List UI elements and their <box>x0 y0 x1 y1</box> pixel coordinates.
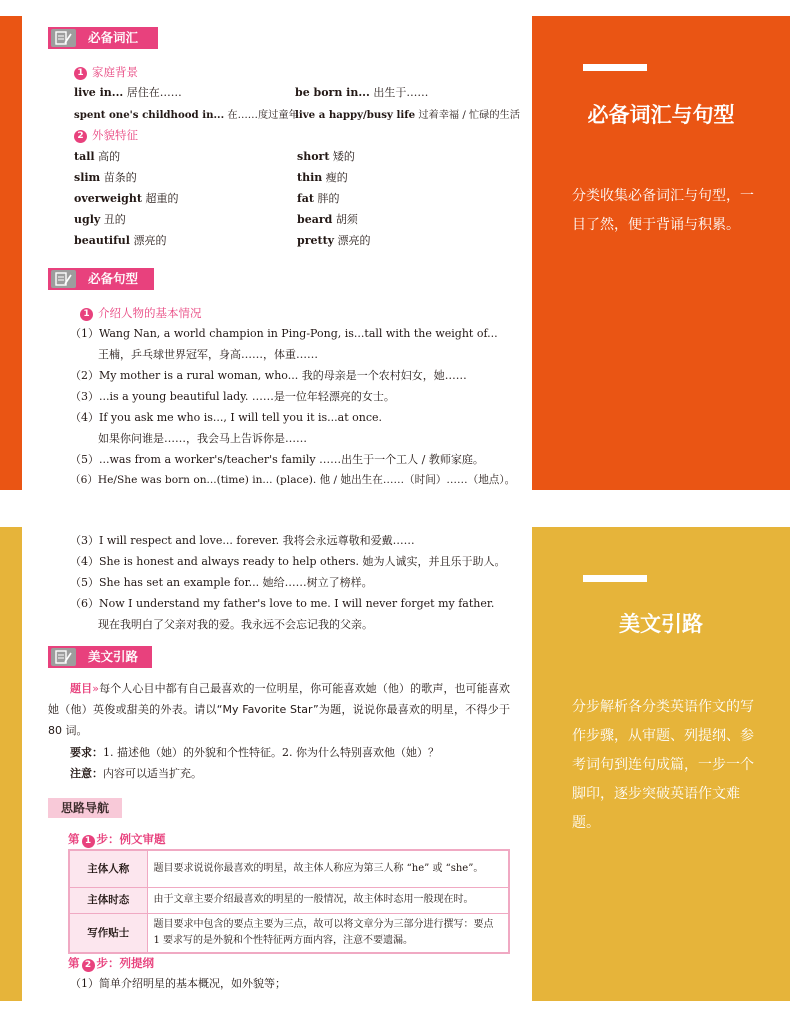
sentence-line: （5）...was from a worker's/teacher's family ……出生于一个工人 / 教师家庭。 <box>70 453 484 466</box>
sentence-line: （4）If you ask me who is..., I will tell you it is...at once. <box>70 411 383 424</box>
sentence-line: 现在我明白了父亲对我的爱。我永远不会忘记我的父亲。 <box>98 618 373 631</box>
number-badge: 2 <box>82 959 95 972</box>
number-badge: 1 <box>74 67 87 80</box>
outline-line: （1）简单介绍明星的基本概况，如外貌等； <box>70 977 286 990</box>
vocab-header <box>48 27 158 49</box>
vocab-item: tall 高的 <box>74 150 121 163</box>
table-row <box>69 850 509 887</box>
table-row <box>69 887 509 913</box>
panel-title: 必备词汇与句型 <box>587 103 735 127</box>
review-table <box>68 849 510 954</box>
step-two-title: 第 2 步：列提纲 <box>68 956 154 970</box>
guide-header: 思路导航 <box>48 798 122 818</box>
requirement-line <box>48 742 510 763</box>
vocab-item: thin 瘦的 <box>297 171 348 184</box>
vocab-item: spent one's childhood in... 在……度过童年 <box>74 109 299 121</box>
requirement-text: 1. 描述他（她）的外貌和个性特征。2. 你为什么特别喜欢他（她）？ <box>103 746 439 759</box>
vocab-item: beautiful 漂亮的 <box>74 234 167 247</box>
notebook-pen-icon <box>51 270 76 288</box>
sentence-line: （5）She has set an example for... 她给……树立了榜样。 <box>70 576 373 589</box>
table-value: 题目要求说说你最喜欢的明星，故主体人称应为第三人称 “he” 或 “she”。 <box>147 850 509 887</box>
number-badge: 2 <box>74 130 87 143</box>
sentence-line: 王楠，乒乓球世界冠军，身高……，体重…… <box>98 348 318 361</box>
sub-appearance <box>74 127 138 143</box>
step-one-title: 第 1 步：例文审题 <box>68 832 166 846</box>
sub-family-background <box>74 64 138 80</box>
prompt-text: 每个人心目中都有自己最喜欢的一位明星，你可能喜欢她（他）的歌声，也可能喜欢她（他）英俊或甜美的外表。请以“My Favorite Star”为题，说说你最喜欢的明星，不得少于 80 词。 <box>48 682 510 737</box>
sentence-line: （3）...is a young beautiful lady. ……是一位年轻漂亮的女士。 <box>70 390 395 403</box>
double-arrow-icon: » <box>92 682 99 695</box>
vocab-header-label: 必备词汇 <box>88 30 139 45</box>
essay-header-label: 美文引路 <box>88 649 139 664</box>
sentence-line: （6）He/She was born on...(time) in... (place). 他 / 她出生在……（时间）……（地点）。 <box>70 474 516 486</box>
sentence-line: （4）She is honest and always ready to help others. 她为人诚实，并且乐于助人。 <box>70 555 506 568</box>
notebook-pen-icon <box>51 648 76 666</box>
sentence-line: （1）Wang Nan, a world champion in Ping-Pong, is...tall with the weight of... <box>70 327 498 340</box>
note-label: 注意： <box>70 767 103 780</box>
prompt-label: 题目 <box>70 682 93 695</box>
vocab-item: pretty 漂亮的 <box>297 234 371 247</box>
table-value: 题目要求中包含的要点主要为三点，故可以将文章分为三部分进行撰写：要点 1 要求写的是外貌和个性特征两方面内容，注意不要遗漏。 <box>147 913 509 953</box>
number-badge: 1 <box>82 835 95 848</box>
sentence-header <box>48 268 154 290</box>
vocab-sentence-panel <box>532 16 790 490</box>
table-key: 主体人称 <box>69 850 147 887</box>
notebook-pen-icon <box>51 29 76 47</box>
sentence-line: （3）I will respect and love... forever. 我将会永远尊敬和爱戴…… <box>70 534 415 547</box>
vocab-item: live in... 居住在…… <box>74 86 182 99</box>
vocab-item: live a happy/busy life 过着幸福 / 忙碌的生活 <box>295 109 520 121</box>
prompt-paragraph <box>48 678 510 741</box>
number-badge: 1 <box>80 308 93 321</box>
sub-label: 家庭背景 <box>92 65 138 79</box>
sub-label: 外貌特征 <box>92 128 138 142</box>
panel-bar <box>583 575 647 582</box>
note-text: 内容可以适当扩充。 <box>103 767 202 780</box>
panel-description: 分类收集必备词汇与句型，一目了然，便于背诵与积累。 <box>572 188 754 233</box>
sentence-header-label: 必备句型 <box>88 271 139 286</box>
table-value: 由于文章主要介绍最喜欢的明星的一般情况，故主体时态用一般现在时。 <box>147 887 509 913</box>
sentence-line: （2）My mother is a rural woman, who... 我的母亲是一个农村妇女，她…… <box>70 369 467 382</box>
vocab-item: fat 胖的 <box>297 192 340 205</box>
essay-header <box>48 646 152 668</box>
sentence-line: （6）Now I understand my father's love to me. I will never forget my father. <box>70 597 495 610</box>
requirement-label: 要求： <box>70 746 103 759</box>
panel-title: 美文引路 <box>619 612 703 636</box>
sub-basic-info <box>80 305 202 321</box>
vocab-item: short 矮的 <box>297 150 355 163</box>
sentence-line: 如果你问谁是……，我会马上告诉你是…… <box>98 432 307 445</box>
table-row <box>69 913 509 953</box>
vocab-item: be born in... 出生于…… <box>295 86 429 99</box>
vocab-item: beard 胡须 <box>297 213 358 226</box>
table-key: 主体时态 <box>69 887 147 913</box>
vocab-item: overweight 超重的 <box>74 192 179 205</box>
vocab-item: ugly 丑的 <box>74 213 126 226</box>
table-key: 写作贴士 <box>69 913 147 953</box>
vocab-item: slim 苗条的 <box>74 171 137 184</box>
panel-description: 分步解析各分类英语作文的写作步骤，从审题、列提纲、参考词句到连句成篇，一步一个脚印，逐步突破英语作文难题。 <box>572 699 754 831</box>
sub-label: 介绍人物的基本情况 <box>98 306 202 320</box>
note-line <box>48 763 510 784</box>
essay-guide-panel <box>532 527 790 1001</box>
bottom-left-strip <box>0 527 22 1001</box>
panel-bar <box>583 64 647 71</box>
top-left-strip <box>0 16 22 490</box>
